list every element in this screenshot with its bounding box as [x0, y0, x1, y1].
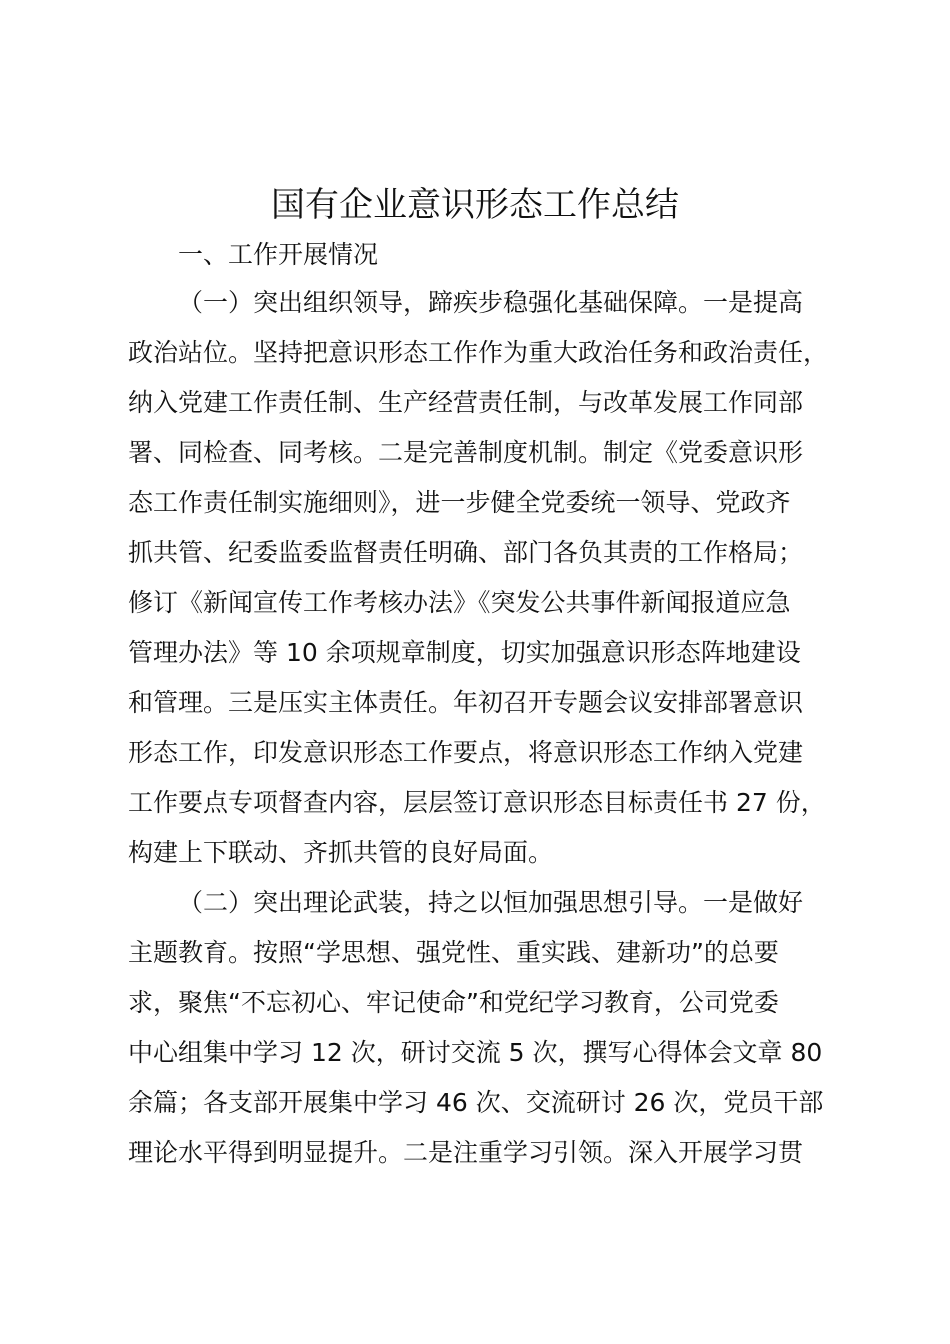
- paragraph-line: 抓共管、纪委监委监督责任明确、部门各负其责的工作格局；: [128, 538, 804, 567]
- paragraph-line: 求，聚焦“不忘初心、牢记使命”和党纪学习教育，公司党委: [128, 988, 779, 1017]
- paragraph-line: 修订《新闻宣传工作考核办法》《突发公共事件新闻报道应急: [128, 588, 791, 617]
- paragraph-line: 态工作责任制实施细则》，进一步健全党委统一领导、党政齐: [128, 488, 791, 517]
- paragraph-line: （一）突出组织领导，蹄疾步稳强化基础保障。一是提高: [178, 288, 804, 317]
- paragraph-line: 形态工作，印发意识形态工作要点，将意识形态工作纳入党建: [128, 738, 804, 767]
- paragraph-line: 理论水平得到明显提升。二是注重学习引领。深入开展学习贯: [128, 1138, 804, 1167]
- paragraph-line: 构建上下联动、齐抓共管的良好局面。: [128, 838, 554, 867]
- paragraph-line: 管理办法》等 10 余项规章制度，切实加强意识形态阵地建设: [128, 638, 801, 667]
- paragraph-line: 署、同检查、同考核。二是完善制度机制。制定《党委意识形: [128, 438, 804, 467]
- paragraph-line: 和管理。三是压实主体责任。年初召开专题会议安排部署意识: [128, 688, 804, 717]
- paragraph-line: （二）突出理论武装，持之以恒加强思想引导。一是做好: [178, 888, 804, 917]
- paragraph-line: 中心组集中学习 12 次，研讨交流 5 次，撰写心得体会文章 80: [128, 1038, 823, 1067]
- paragraph-line: 主题教育。按照“学思想、强党性、重实践、建新功”的总要: [128, 938, 779, 967]
- document-title: 国有企业意识形态工作总结: [271, 185, 679, 225]
- paragraph-line: 纳入党建工作责任制、生产经营责任制，与改革发展工作同部: [128, 388, 804, 417]
- section-heading: 一、工作开展情况: [178, 240, 379, 269]
- paragraph-line: 余篇；各支部开展集中学习 46 次、交流研讨 26 次，党员干部: [128, 1088, 824, 1117]
- paragraph-line: 工作要点专项督查内容，层层签订意识形态目标责任书 27 份，: [128, 788, 826, 817]
- paragraph-line: 政治站位。坚持把意识形态工作作为重大政治任务和政治责任，: [128, 338, 829, 367]
